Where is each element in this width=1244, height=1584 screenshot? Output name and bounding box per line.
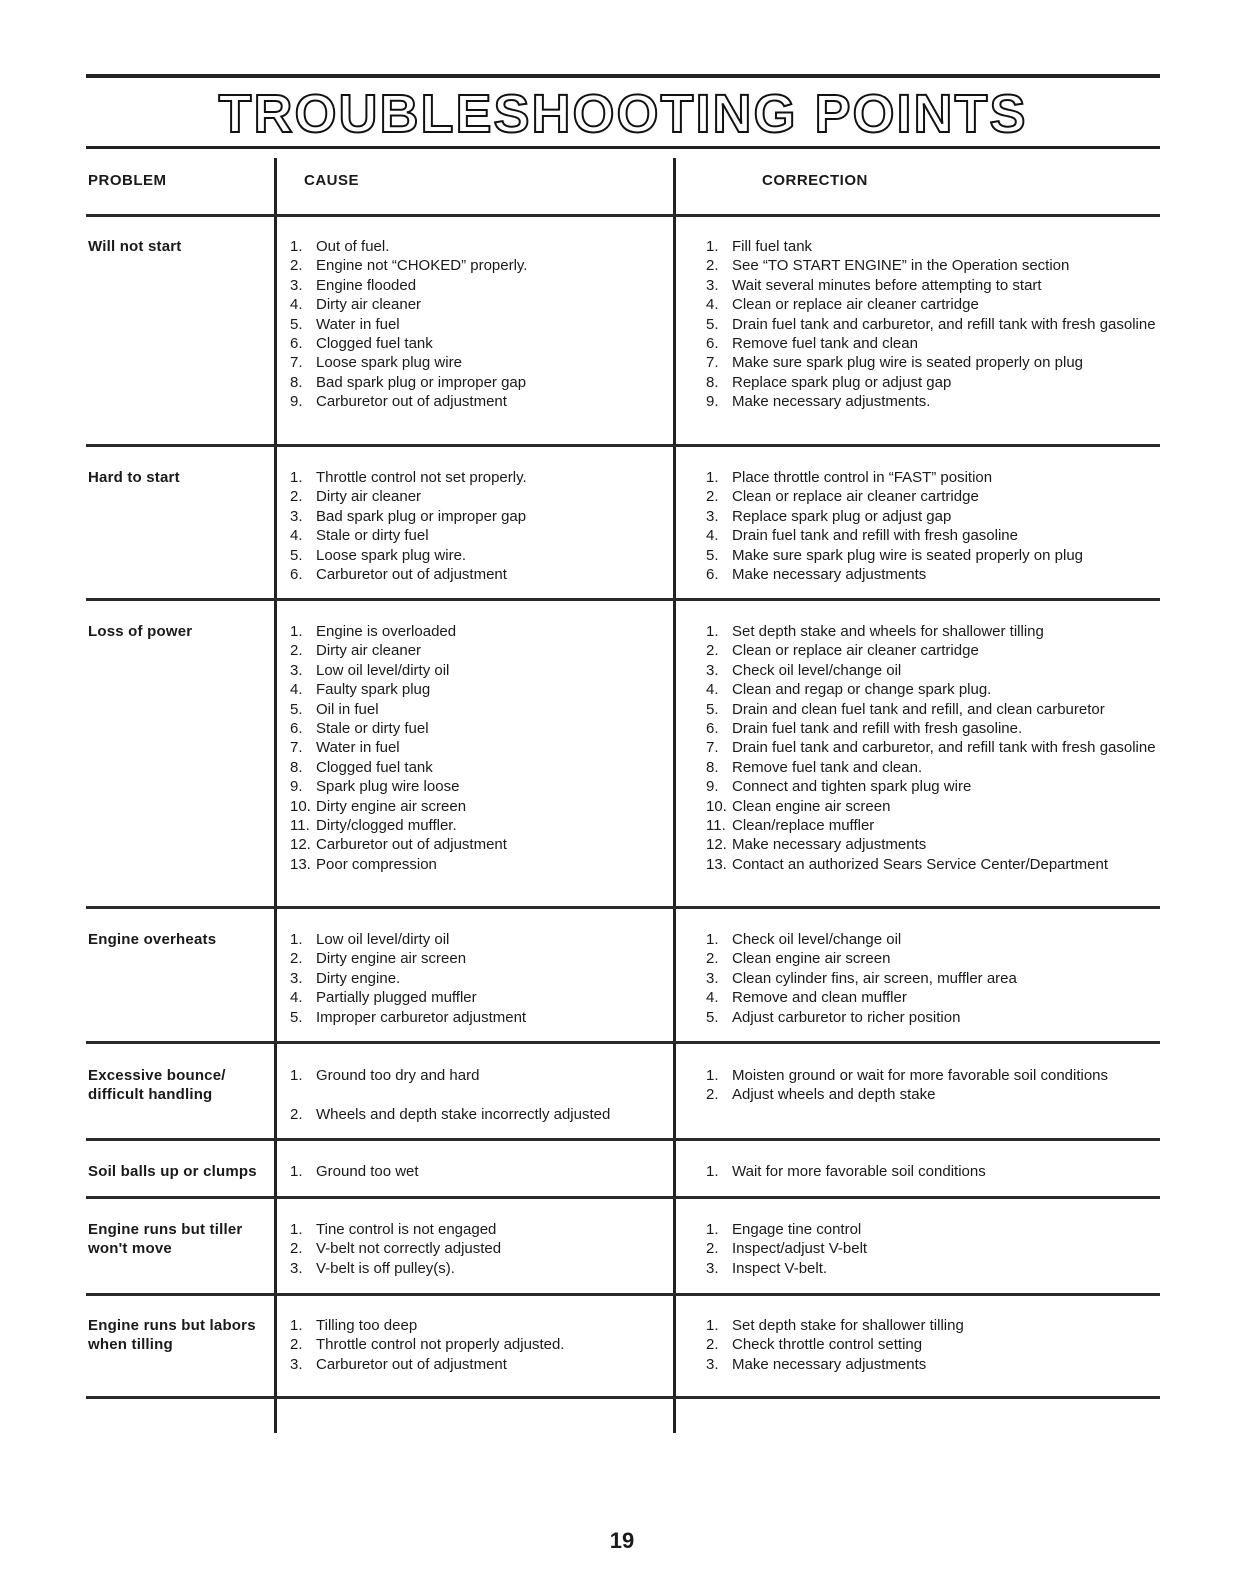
item-text: Connect and tighten spark plug wire: [732, 778, 972, 796]
correction-item: [706, 507, 1156, 526]
item-number: 7.: [706, 354, 719, 372]
cause-item: [290, 1239, 670, 1258]
item-text: Dirty engine.: [316, 969, 401, 987]
cause-item: [290, 797, 670, 816]
item-text: Adjust wheels and depth stake: [732, 1086, 936, 1104]
problem-label: Soil balls up or clumps: [88, 1163, 257, 1180]
item-number: 3.: [706, 969, 719, 987]
correction-item: [706, 1259, 1156, 1278]
correction-item: [706, 1162, 1156, 1181]
item-number: 13.: [290, 855, 311, 873]
item-number: 5.: [290, 700, 303, 718]
item-text: Out of fuel.: [316, 238, 390, 255]
correction-item: [706, 622, 1156, 641]
item-text: Replace spark plug or adjust gap: [732, 507, 952, 525]
correction-item: [706, 565, 1156, 584]
item-text: Remove fuel tank and clean: [732, 335, 918, 353]
item-text: Carburetor out of adjustment: [316, 1355, 507, 1373]
item-number: 1.: [290, 623, 303, 640]
correction-item: [706, 1066, 1156, 1085]
item-number: 3.: [290, 1259, 303, 1277]
row-separator: [86, 1396, 1160, 1399]
cause-item: [290, 969, 670, 988]
correction-item: [706, 680, 1156, 699]
correction-item: [706, 546, 1156, 565]
correction-item: [706, 855, 1156, 874]
cause-list: [290, 468, 670, 584]
item-number: 7.: [290, 354, 303, 372]
item-number: 4.: [290, 989, 303, 1007]
item-number: 2.: [706, 642, 719, 660]
item-text: Set depth stake and wheels for shallower tilling: [732, 623, 1044, 640]
header-cause: CAUSE: [304, 172, 360, 189]
item-text: Faulty spark plug: [316, 681, 431, 699]
item-text: Dirty air cleaner: [316, 488, 422, 506]
correction-item: [706, 1316, 1156, 1335]
correction-list: [706, 1162, 1156, 1181]
cause-list: [290, 1066, 670, 1124]
correction-list: [706, 1316, 1156, 1374]
item-text: Carburetor out of adjustment: [316, 566, 507, 584]
item-number: [290, 1085, 316, 1104]
cause-item: [290, 835, 670, 854]
correction-item: [706, 487, 1156, 506]
item-number: 2.: [290, 950, 303, 968]
item-number: 8.: [706, 758, 719, 776]
item-text: Drain fuel tank and refill with fresh gasoline.: [732, 720, 1023, 738]
item-text: Spark plug wire loose: [316, 778, 460, 796]
item-text: Clean cylinder fins, air screen, muffler area: [732, 969, 1017, 987]
item-text: Carburetor out of adjustment: [316, 836, 507, 854]
cause-item: [290, 373, 670, 392]
item-text: Clean engine air screen: [732, 797, 891, 815]
item-number: 8.: [290, 758, 303, 776]
item-number: 10.: [290, 797, 311, 815]
column-divider-right: [673, 158, 676, 1433]
correction-item: [706, 641, 1156, 660]
cause-item: [290, 700, 670, 719]
row-separator: [86, 1196, 1160, 1199]
cause-item: [290, 816, 670, 835]
item-text: Drain fuel tank and carburetor, and refill tank with fresh gasoline: [732, 315, 1156, 333]
item-text: Inspect V-belt.: [732, 1259, 828, 1277]
item-text: Clogged fuel tank: [316, 758, 433, 776]
item-text: Make sure spark plug wire is seated properly on plug: [732, 354, 1084, 372]
correction-item: [706, 392, 1156, 411]
item-number: 9.: [290, 393, 303, 411]
item-text: Loose spark plug wire: [316, 354, 462, 372]
item-number: 7.: [706, 739, 719, 757]
item-text: Dirty/clogged muffler.: [316, 817, 457, 835]
item-text: Make necessary adjustments: [732, 836, 927, 854]
cause-item: [290, 1220, 670, 1239]
item-number: 1.: [706, 1221, 719, 1238]
item-text: Wait several minutes before attempting to start: [732, 276, 1042, 294]
correction-list: [706, 237, 1156, 412]
cause-item: [290, 1066, 670, 1085]
item-number: 1.: [706, 469, 719, 486]
item-text: Improper carburetor adjustment: [316, 1008, 527, 1026]
item-text: Check oil level/change oil: [732, 931, 902, 948]
item-text: V-belt not correctly adjusted: [316, 1240, 502, 1258]
item-text: Partially plugged muffler: [316, 989, 477, 1007]
item-number: 3.: [706, 661, 719, 679]
item-number: 4.: [290, 681, 303, 699]
item-text: Ground too wet: [316, 1163, 419, 1180]
problem-label: Will not start: [88, 238, 182, 255]
item-text: Poor compression: [316, 855, 437, 873]
item-text: Set depth stake for shallower tilling: [732, 1317, 964, 1334]
item-text: Adjust carburetor to richer position: [732, 1008, 961, 1026]
item-text: Moisten ground or wait for more favorable soil conditions: [732, 1067, 1109, 1084]
item-text: Contact an authorized Sears Service Center/Department: [732, 855, 1109, 873]
correction-item: [706, 719, 1156, 738]
item-text: Clean or replace air cleaner cartridge: [732, 488, 979, 506]
problem-label: Engine runs but tiller won't move: [88, 1221, 243, 1257]
item-number: 5.: [706, 700, 719, 718]
correction-item: [706, 256, 1156, 275]
item-text: Stale or dirty fuel: [316, 527, 429, 545]
correction-item: [706, 930, 1156, 949]
item-number: 1.: [290, 931, 303, 948]
cause-list: [290, 1220, 670, 1278]
item-number: 6.: [290, 566, 303, 584]
item-number: 2.: [706, 950, 719, 968]
item-text: Low oil level/dirty oil: [316, 931, 450, 948]
item-text: Throttle control not set properly.: [316, 469, 527, 486]
item-number: 2.: [290, 488, 303, 506]
correction-item: [706, 1008, 1156, 1027]
cause-item: [290, 680, 670, 699]
item-text: Stale or dirty fuel: [316, 720, 429, 738]
cause-item: [290, 1316, 670, 1335]
correction-item: [706, 700, 1156, 719]
item-number: 11.: [290, 817, 310, 835]
item-text: Engage tine control: [732, 1221, 862, 1238]
correction-item: [706, 1220, 1156, 1239]
cause-list: [290, 622, 670, 874]
cause-item: [290, 641, 670, 660]
item-text: Place throttle control in “FAST” position: [732, 469, 993, 486]
item-number: 1.: [706, 1317, 719, 1334]
cause-item: [290, 1335, 670, 1354]
cause-item: [290, 315, 670, 334]
row-separator: [86, 906, 1160, 909]
item-text: Fill fuel tank: [732, 238, 813, 255]
item-number: 6.: [290, 335, 303, 353]
row-separator: [86, 1293, 1160, 1296]
item-text: Inspect/adjust V-belt: [732, 1240, 868, 1258]
item-number: 2.: [706, 488, 719, 506]
item-number: 5.: [290, 546, 303, 564]
correction-item: [706, 1335, 1156, 1354]
item-text: Carburetor out of adjustment: [316, 393, 507, 411]
item-number: 1.: [706, 931, 719, 948]
cause-item: [290, 758, 670, 777]
cause-item: [290, 334, 670, 353]
item-number: 9.: [290, 778, 303, 796]
item-text: Replace spark plug or adjust gap: [732, 373, 952, 391]
problem-label: Engine overheats: [88, 931, 217, 948]
item-text: Check oil level/change oil: [732, 661, 902, 679]
item-text: Dirty engine air screen: [316, 797, 467, 815]
item-text: Clean engine air screen: [732, 950, 891, 968]
item-number: 8.: [706, 373, 719, 391]
item-number: 1.: [706, 238, 719, 255]
item-number: 4.: [706, 989, 719, 1007]
correction-item: [706, 1355, 1156, 1374]
cause-item: [290, 738, 670, 757]
correction-list: [706, 1066, 1156, 1105]
cause-list: [290, 237, 670, 412]
item-number: 9.: [706, 393, 719, 411]
problem-label: Loss of power: [88, 623, 193, 640]
cause-item: [290, 392, 670, 411]
cause-list: [290, 1316, 670, 1374]
row-separator: [86, 1041, 1160, 1044]
item-number: 3.: [290, 1355, 303, 1373]
item-number: 4.: [290, 296, 303, 314]
cause-item: [290, 546, 670, 565]
item-number: 3.: [290, 507, 303, 525]
item-number: 11.: [706, 817, 726, 835]
item-text: Tilling too deep: [316, 1317, 418, 1334]
correction-item: [706, 835, 1156, 854]
item-text: Remove fuel tank and clean.: [732, 758, 923, 776]
cause-item: [290, 930, 670, 949]
item-number: 5.: [290, 315, 303, 333]
problem-label: Engine runs but labors when tilling: [88, 1317, 256, 1353]
row-separator: [86, 1138, 1160, 1141]
cause-item: [290, 661, 670, 680]
item-number: 2.: [290, 642, 303, 660]
correction-item: [706, 661, 1156, 680]
item-number: 4.: [706, 527, 719, 545]
row-separator: [86, 598, 1160, 601]
item-text: Bad spark plug or improper gap: [316, 507, 527, 525]
item-number: 2.: [290, 257, 303, 275]
cause-item: [290, 353, 670, 372]
item-text: Clean/replace muffler: [732, 817, 875, 835]
item-number: 4.: [706, 296, 719, 314]
cause-item: [290, 1085, 670, 1104]
item-text: Wheels and depth stake incorrectly adjusted: [316, 1105, 611, 1123]
item-text: Check throttle control setting: [732, 1336, 923, 1354]
cause-item: [290, 237, 670, 256]
item-text: See “TO START ENGINE” in the Operation section: [732, 257, 1070, 275]
item-number: 2.: [290, 1240, 303, 1258]
cause-item: [290, 507, 670, 526]
item-text: Make necessary adjustments: [732, 566, 927, 584]
cause-item: [290, 777, 670, 796]
item-number: 1.: [290, 1317, 303, 1334]
correction-item: [706, 738, 1156, 757]
cause-list: [290, 1162, 670, 1181]
header-correction: CORRECTION: [762, 172, 868, 189]
item-text: Clean or replace air cleaner cartridge: [732, 642, 979, 660]
item-text: Drain fuel tank and refill with fresh gasoline: [732, 527, 1018, 545]
correction-item: [706, 315, 1156, 334]
item-text: Clean or replace air cleaner cartridge: [732, 296, 979, 314]
item-text: [316, 1085, 670, 1104]
top-rule: [86, 74, 1160, 78]
item-text: Make sure spark plug wire is seated properly on plug: [732, 546, 1084, 564]
correction-item: [706, 797, 1156, 816]
item-number: 1.: [290, 1067, 303, 1084]
problem-label: Hard to start: [88, 469, 180, 486]
item-number: 2.: [706, 1336, 719, 1354]
item-text: Loose spark plug wire.: [316, 546, 467, 564]
cause-item: [290, 276, 670, 295]
cause-item: [290, 622, 670, 641]
item-number: 2.: [706, 1240, 719, 1258]
cause-item: [290, 1008, 670, 1027]
item-text: Ground too dry and hard: [316, 1067, 480, 1084]
item-number: 3.: [706, 1259, 719, 1277]
item-number: 3.: [706, 276, 719, 294]
item-text: Clean and regap or change spark plug.: [732, 681, 992, 699]
item-text: Wait for more favorable soil conditions: [732, 1163, 986, 1180]
item-number: 3.: [290, 276, 303, 294]
correction-item: [706, 988, 1156, 1007]
correction-item: [706, 777, 1156, 796]
item-number: 3.: [290, 969, 303, 987]
item-number: 1.: [290, 1221, 303, 1238]
item-number: 5.: [290, 1008, 303, 1026]
item-number: 8.: [290, 373, 303, 391]
item-text: Make necessary adjustments: [732, 1355, 927, 1373]
header-problem: PROBLEM: [88, 172, 167, 189]
cause-item: [290, 1259, 670, 1278]
item-number: 6.: [290, 720, 303, 738]
correction-item: [706, 526, 1156, 545]
correction-list: [706, 622, 1156, 874]
cause-item: [290, 1162, 670, 1181]
item-text: Bad spark plug or improper gap: [316, 373, 527, 391]
item-number: 12.: [290, 836, 311, 854]
cause-item: [290, 256, 670, 275]
correction-item: [706, 1239, 1156, 1258]
item-number: 3.: [290, 661, 303, 679]
item-number: 5.: [706, 1008, 719, 1026]
item-number: 1.: [706, 1067, 719, 1084]
item-text: Dirty air cleaner: [316, 296, 422, 314]
item-text: Engine flooded: [316, 276, 417, 294]
item-number: 6.: [706, 720, 719, 738]
item-number: 1.: [290, 469, 303, 486]
item-number: 5.: [706, 546, 719, 564]
item-number: 13.: [706, 855, 727, 873]
cause-item: [290, 565, 670, 584]
item-text: Drain fuel tank and carburetor, and refill tank with fresh gasoline: [732, 739, 1156, 757]
item-number: 2.: [290, 1105, 303, 1123]
item-text: V-belt is off pulley(s).: [316, 1259, 455, 1277]
item-text: Water in fuel: [316, 739, 400, 757]
correction-item: [706, 353, 1156, 372]
cause-item: [290, 1355, 670, 1374]
cause-item: [290, 295, 670, 314]
page-number: 19: [609, 1528, 635, 1553]
cause-item: [290, 1105, 670, 1124]
item-text: Engine is overloaded: [316, 623, 457, 640]
item-number: 6.: [706, 566, 719, 584]
cause-item: [290, 719, 670, 738]
item-text: Tine control is not engaged: [316, 1221, 497, 1238]
cause-item: [290, 855, 670, 874]
item-text: Make necessary adjustments.: [732, 393, 931, 411]
item-text: Drain and clean fuel tank and refill, and clean carburetor: [732, 700, 1105, 718]
correction-item: [706, 295, 1156, 314]
item-number: 7.: [290, 739, 303, 757]
correction-item: [706, 969, 1156, 988]
row-separator: [86, 214, 1160, 217]
correction-item: [706, 949, 1156, 968]
cause-item: [290, 468, 670, 487]
item-text: Throttle control not properly adjusted.: [316, 1336, 565, 1354]
item-text: Oil in fuel: [316, 700, 379, 718]
item-number: 2.: [706, 257, 719, 275]
title-underline: [86, 146, 1160, 149]
correction-list: [706, 1220, 1156, 1278]
correction-list: [706, 930, 1156, 1027]
item-number: 9.: [706, 778, 719, 796]
cause-list: [290, 930, 670, 1027]
item-number: 12.: [706, 836, 727, 854]
item-number: 2.: [290, 1336, 303, 1354]
item-number: 10.: [706, 797, 727, 815]
correction-item: [706, 237, 1156, 256]
item-number: 4.: [706, 681, 719, 699]
correction-item: [706, 468, 1156, 487]
cause-item: [290, 988, 670, 1007]
item-text: Low oil level/dirty oil: [316, 661, 450, 679]
problem-label: Excessive bounce/ difficult handling: [88, 1067, 226, 1103]
cause-item: [290, 949, 670, 968]
correction-item: [706, 758, 1156, 777]
item-number: 3.: [706, 507, 719, 525]
item-text: Clogged fuel tank: [316, 335, 433, 353]
item-number: 4.: [290, 527, 303, 545]
correction-item: [706, 334, 1156, 353]
cause-item: [290, 487, 670, 506]
item-text: Water in fuel: [316, 315, 400, 333]
row-separator: [86, 444, 1160, 447]
item-text: Engine not “CHOKED” properly.: [316, 257, 528, 275]
correction-item: [706, 276, 1156, 295]
item-text: Remove and clean muffler: [732, 989, 907, 1007]
page-title: TROUBLESHOOTING POINTS: [218, 84, 1028, 144]
item-number: 2.: [706, 1086, 719, 1104]
item-number: 1.: [290, 1163, 303, 1180]
correction-item: [706, 816, 1156, 835]
item-number: 5.: [706, 315, 719, 333]
column-divider-left: [274, 158, 277, 1433]
correction-item: [706, 373, 1156, 392]
cause-item: [290, 526, 670, 545]
item-number: 1.: [706, 1163, 719, 1180]
item-text: Dirty engine air screen: [316, 950, 467, 968]
correction-item: [706, 1085, 1156, 1104]
item-number: 1.: [290, 238, 303, 255]
item-number: 3.: [706, 1355, 719, 1373]
item-number: 1.: [706, 623, 719, 640]
item-text: Dirty air cleaner: [316, 642, 422, 660]
item-number: 6.: [706, 335, 719, 353]
correction-list: [706, 468, 1156, 584]
